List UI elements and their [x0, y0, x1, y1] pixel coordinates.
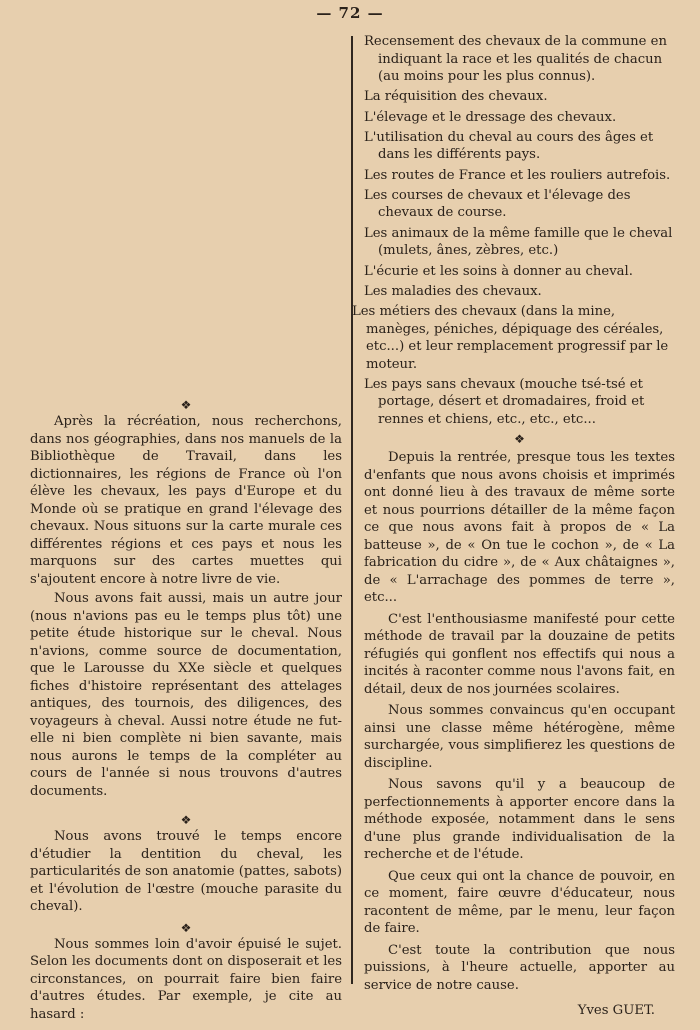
ornament-divider: ❖ [514, 432, 525, 447]
right-column [352, 33, 675, 1020]
list-item: Recensement des chevaux de la commune en indiquant la race et les qualités de chacun (au moins pour les plus connus). [364, 34, 667, 84]
paragraph: C'est toute la contribution que nous puissions, à l'heure actuelle, apporter au service de notre cause. [364, 942, 675, 993]
list-item: Les courses de chevaux et l'élevage des chevaux de course. [364, 187, 631, 221]
left-column [30, 397, 342, 1023]
paragraph: Nous sommes convaincus qu'en occupant ainsi une classe même hétérogène, même surchargée, vous simplifierez les questions de discipline. [364, 703, 675, 771]
list-item: La réquisition des chevaux. [364, 89, 548, 105]
ornament-divider: ❖ [180, 813, 192, 827]
author-signature: Yves GUET. [577, 1003, 655, 1019]
list-item: Les métiers des chevaux (dans la mine, manèges, péniches, dépiquage des céréales, etc...) et leur remplacement progressif par le moteur. [352, 304, 669, 372]
column-divider [351, 36, 353, 984]
list-item: Les maladies des chevaux. [364, 283, 542, 299]
ornament-divider: ❖ [180, 920, 192, 935]
paragraph: Que ceux qui ont la chance de pouvoir, en ce moment, faire œuvre d'éducateur, nous racontent de même, par le menu, leur façon de faire. [364, 868, 675, 937]
paragraph: Nous avons fait aussi, mais un autre jour (nous n'avions pas eu le temps plus tôt) une petite étude historique sur le cheval. Nous n'avions, comme source de documentation, que le Larousse du XXe siècle et quelques fiches d'histoire représentant des attelages antiques, des tournois, des diligences, des voyageurs à cheval. Aussi notre étude ne fut-elle ni bien complète ni bien savante, mais nous aurons le temps de la compléter au cours de l'année si nous trouvons d'autres documents. [30, 591, 342, 799]
list-item: Les pays sans chevaux (mouche tsé-tsé et portage, désert et dromadaires, froid et rennes et chiens, etc., etc., etc... [364, 376, 645, 427]
list-item: Les routes de France et les rouliers autrefois. [364, 167, 671, 183]
paragraph: Après la récréation, nous recherchons, dans nos géographies, dans nos manuels de la Bibliothèque de Travail, dans les dictionnaires, les régions de France où l'on élève les chevaux, les pays d'Europe et du Monde où se pratique en grand l'élevage des chevaux. Nous situons sur la carte murale ces différentes régions et ces pays et nous les marquons sur des cartes muettes qui s'ajoutent encore à notre livre de vie. [30, 414, 342, 587]
list-item: Les animaux de la même famille que le cheval (mulets, ânes, zèbres, etc.) [364, 225, 673, 259]
list-item: L'utilisation du cheval au cours des âges et dans les différents pays. [364, 129, 654, 163]
list-item: L'écurie et les soins à donner au cheval. [364, 263, 633, 279]
paragraph: Nous savons qu'il y a beaucoup de perfectionnements à apporter encore dans la méthode exposée, notamment dans le sens d'une plus grande individualisation de la recherche et de l'étude. [364, 777, 675, 863]
paragraph: Nous sommes loin d'avoir épuisé le sujet. Selon les documents dont on disposerait et les circonstances, on pourrait faire bien faire d'autres études. Par exemple, je cite au hasard : [30, 936, 342, 1022]
paragraph: Depuis la rentrée, presque tous les textes d'enfants que nous avons choisis et imprimés ont donné lieu à des travaux de même sorte et nous pourrions détailler de la même façon ce que nous avons fait à propos de « La batteuse », de « On tue le cochon », de « La fabrication du cidre », de « Aux châtaignes », de « L'arrachage des pommes de terre », etc... [364, 450, 675, 606]
list-item: L'élevage et le dressage des chevaux. [364, 109, 617, 125]
paragraph: C'est l'enthousiasme manifesté pour cette méthode de travail par la douzaine de petits réfugiés qui gonflent nos effectifs qui nous a incités à raconter comme nous l'avons fait, en détail, deux de nos journées scolaires. [364, 611, 675, 697]
page-number: — 72 — [316, 4, 384, 22]
paragraph: Nous avons trouvé le temps encore d'étudier la dentition du cheval, les particularités de son anatomie (pattes, sabots) et l'évolution de l'œstre (mouche parasite du cheval). [30, 829, 342, 914]
ornament-divider: ❖ [180, 398, 192, 412]
